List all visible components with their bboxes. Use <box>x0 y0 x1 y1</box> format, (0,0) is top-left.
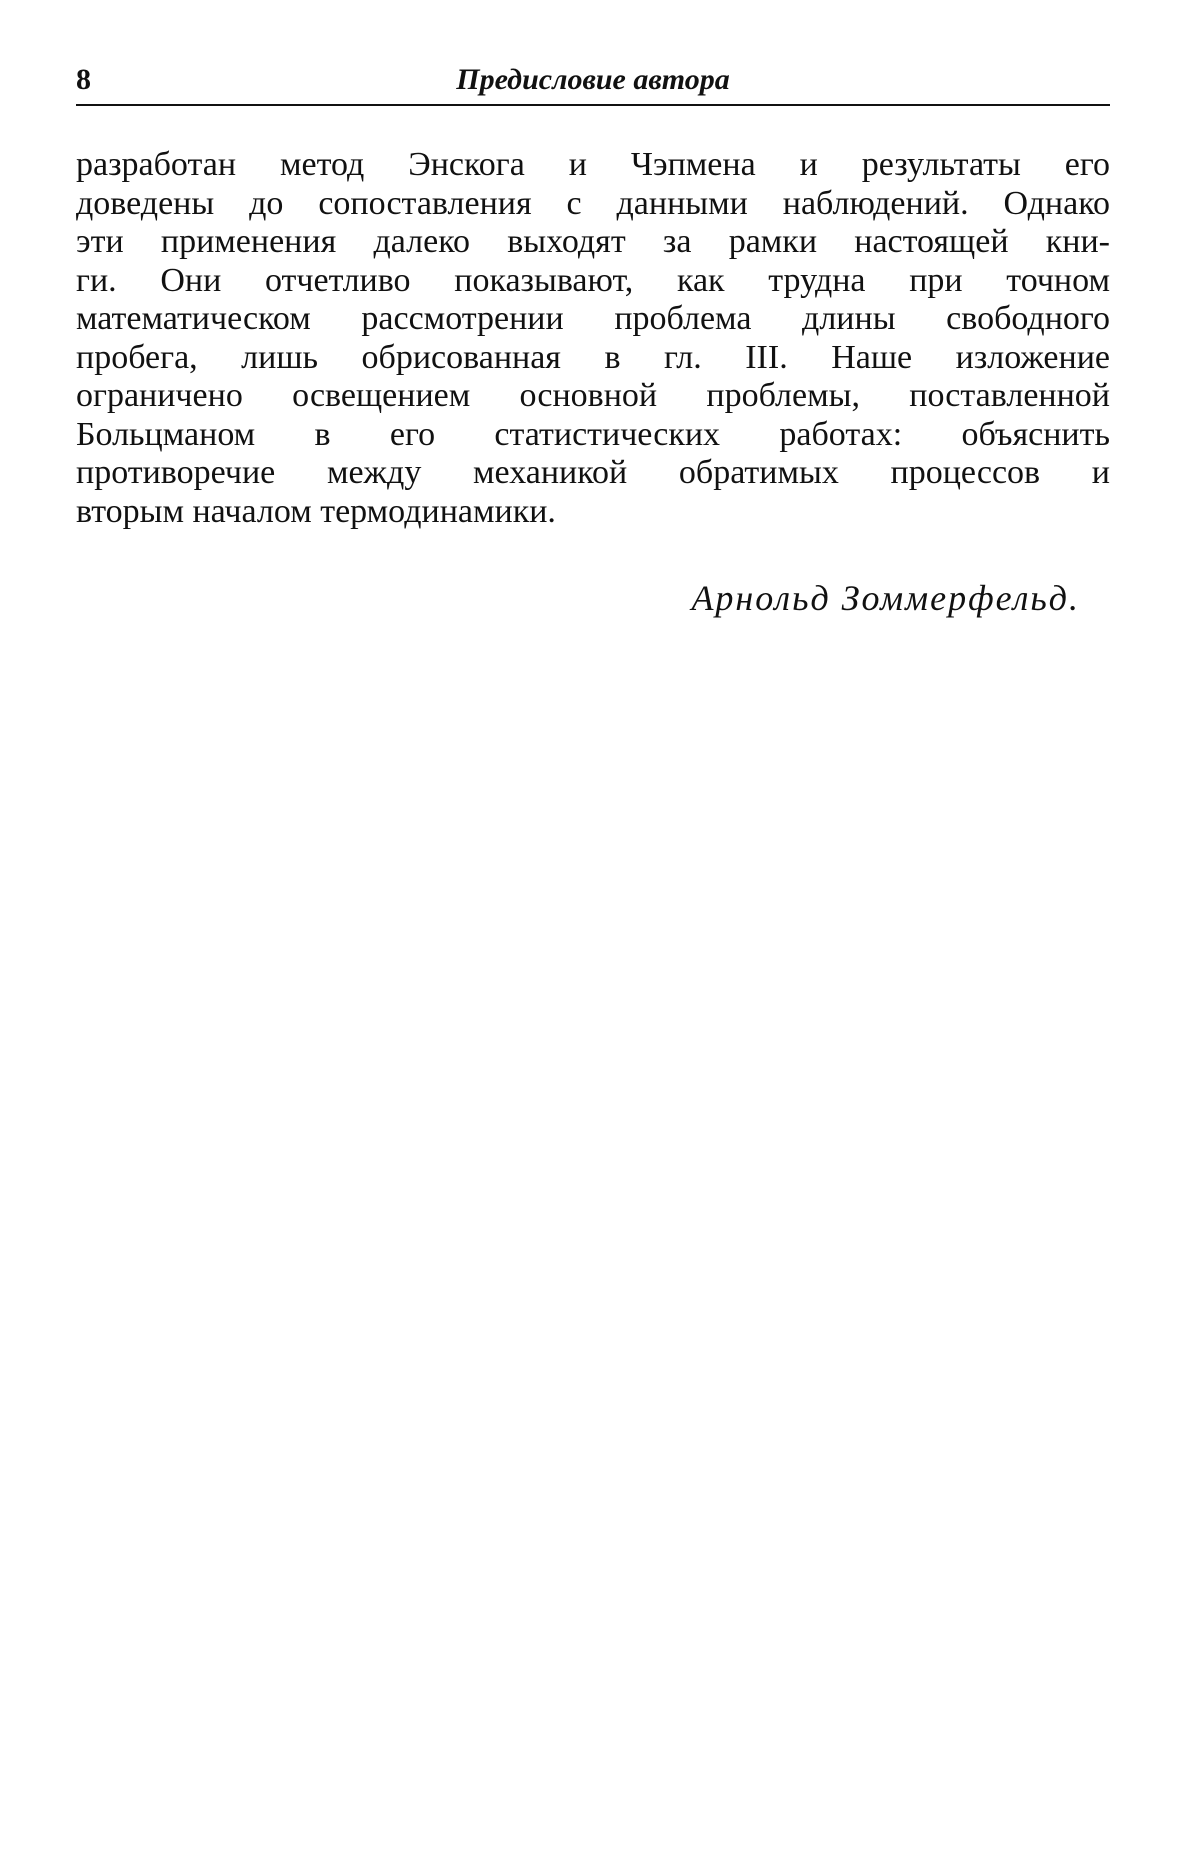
text-line: Больцманом в его статистических работах: объяснить <box>76 415 1110 453</box>
running-head <box>76 62 1110 102</box>
text-line: противоречие между механикой обратимых процессов и <box>76 454 1110 491</box>
text-line: ограничено освещением основной проблемы, поставленной <box>76 377 1110 414</box>
text-line: эти применения далеко выходят за рамки настоящей кни- <box>76 223 1110 260</box>
text-line: вторым началом термодинамики. <box>76 492 556 530</box>
author-signature: Арнольд Зоммерфельд. <box>691 578 1080 618</box>
body-paragraph <box>76 146 1110 531</box>
text-line: ги. Они отчетливо показывают, как трудна при точном <box>76 261 1110 299</box>
page-number: 8 <box>76 63 91 96</box>
header-rule <box>76 104 1110 106</box>
text-line: пробега, лишь обрисованная в гл. III. Наше изложение <box>76 338 1110 376</box>
text-line: математическом рассмотрении проблема длины свободного <box>76 300 1110 337</box>
text-line: разработан метод Энскога и Чэпмена и результаты его <box>76 146 1110 183</box>
running-head-title: Предисловие автора <box>456 63 730 96</box>
text-line: доведены до сопоставления с данными наблюдений. Однако <box>76 184 1110 222</box>
